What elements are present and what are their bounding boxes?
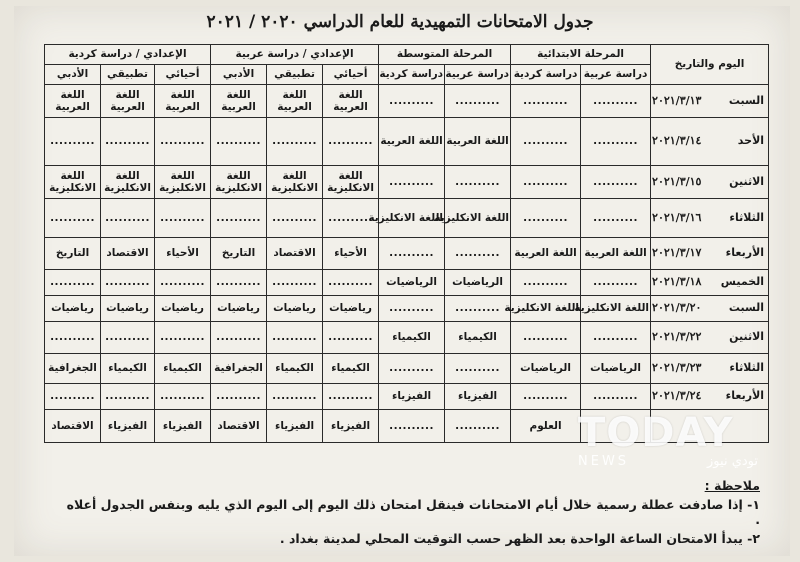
subject-cell: الفيزياء xyxy=(101,410,155,443)
subject-cell: اللغة الانكليزية xyxy=(511,296,581,322)
subject-cell: الجغرافية xyxy=(45,354,101,384)
day-name: الأحد xyxy=(737,134,765,148)
subject-cell: .......... xyxy=(445,354,511,384)
subject-cell: .......... xyxy=(267,118,323,166)
day-name: الاثنين xyxy=(729,330,765,344)
subject-cell: .......... xyxy=(101,384,155,410)
schedule-row xyxy=(45,270,769,296)
subject-cell: رياضيات xyxy=(155,296,211,322)
subheader-arabic-study: دراسة عربية xyxy=(581,65,651,85)
subject-cell: .......... xyxy=(445,410,511,443)
subject-cell: رياضيات xyxy=(101,296,155,322)
day-name: الأربعاء xyxy=(725,246,765,260)
subject-cell: .......... xyxy=(267,384,323,410)
subject-cell: .......... xyxy=(101,118,155,166)
exam-date: ٢٠٢١/٣/١٧ xyxy=(652,246,702,260)
subject-cell: .......... xyxy=(581,199,651,238)
note-item: ١- إذا صادفت عطلة رسمية خلال أيام الامتحانات فينقل امتحان ذلك اليوم إلى اليوم الذي يليه وبنفس الجدول أعلاه . xyxy=(66,497,760,527)
note-item: ٢- يبدأ الامتحان الساعة الواحدة بعد الظهر حسب التوقيت المحلي لمدينة بغداد . xyxy=(279,531,760,546)
subject-cell: الفيزياء xyxy=(155,410,211,443)
subject-cell: الاقتصاد xyxy=(45,410,101,443)
header-prep-kurdish: الإعدادي / دراسة كردية xyxy=(45,45,211,65)
subject-cell: اللغة الانكليزية xyxy=(211,166,267,199)
day-name: الثلاثاء xyxy=(729,361,765,375)
subheader-literary: الأدبي xyxy=(45,65,101,85)
subject-cell: الكيمياء xyxy=(323,354,379,384)
subject-cell: الرياضيات xyxy=(445,270,511,296)
subject-cell: اللغة الانكليزية xyxy=(101,166,155,199)
subject-cell: .......... xyxy=(211,270,267,296)
day-name: الخميس xyxy=(720,275,765,289)
watermark-sub-ar: تودي نيوز xyxy=(707,454,758,469)
subheader-literary: الأدبي xyxy=(211,65,267,85)
subject-cell: رياضيات xyxy=(45,296,101,322)
day-name: السبت xyxy=(728,93,765,107)
subject-cell: .......... xyxy=(445,85,511,118)
subject-cell: .......... xyxy=(445,296,511,322)
subject-cell: اللغة العربية xyxy=(581,238,651,270)
subject-cell: .......... xyxy=(45,118,101,166)
subject-cell: .......... xyxy=(379,296,445,322)
subject-cell: الرياضيات xyxy=(581,354,651,384)
exam-date: ٢٠٢١/٣/١٨ xyxy=(652,275,702,289)
subject-cell: .......... xyxy=(323,118,379,166)
subheader-applied: تطبيقي xyxy=(267,65,323,85)
subject-cell: .......... xyxy=(155,384,211,410)
subject-cell: رياضيات xyxy=(267,296,323,322)
subject-cell: .......... xyxy=(581,270,651,296)
subject-cell: .......... xyxy=(101,322,155,354)
subject-cell: الفيزياء xyxy=(267,410,323,443)
subject-cell: اللغة العربية xyxy=(267,85,323,118)
day-date-cell xyxy=(651,118,769,166)
subject-cell: اللغة الانكليزية xyxy=(267,166,323,199)
day-name: الاثنين xyxy=(729,174,765,188)
exam-date: ٢٠٢١/٣/٢٢ xyxy=(652,330,702,344)
subject-cell: اللغة العربية xyxy=(101,85,155,118)
subject-cell: .......... xyxy=(379,354,445,384)
exam-date: ٢٠٢١/٣/٢٣ xyxy=(652,361,702,375)
schedule-row xyxy=(45,384,769,410)
subject-cell: رياضيات xyxy=(211,296,267,322)
day-date-cell xyxy=(651,85,769,118)
subject-cell: .......... xyxy=(101,270,155,296)
subject-cell: .......... xyxy=(267,270,323,296)
subject-cell: التاريخ xyxy=(45,238,101,270)
subject-cell: الفيزياء xyxy=(379,384,445,410)
schedule-row xyxy=(45,322,769,354)
exam-date: ٢٠٢١/٣/٢٤ xyxy=(652,389,702,403)
subject-cell: .......... xyxy=(581,322,651,354)
subject-cell: اللغة العربية xyxy=(155,85,211,118)
subject-cell: .......... xyxy=(155,270,211,296)
subject-cell: .......... xyxy=(511,322,581,354)
subject-cell: اللغة العربية xyxy=(45,85,101,118)
subject-cell: اللغة العربية xyxy=(211,85,267,118)
day-date-cell xyxy=(651,322,769,354)
header-day-date: اليوم والتاريخ xyxy=(651,45,769,85)
subject-cell: .......... xyxy=(511,384,581,410)
subject-cell: الأحياء xyxy=(323,238,379,270)
subject-cell: .......... xyxy=(267,322,323,354)
subject-cell: الفيزياء xyxy=(323,410,379,443)
subject-cell: .......... xyxy=(445,166,511,199)
subject-cell: .......... xyxy=(323,199,379,238)
subject-cell: .......... xyxy=(581,85,651,118)
subheader-applied: تطبيقي xyxy=(101,65,155,85)
today-news-watermark xyxy=(578,410,758,488)
subject-cell: .......... xyxy=(45,199,101,238)
schedule-row xyxy=(45,166,769,199)
subject-cell: .......... xyxy=(379,238,445,270)
subject-cell: .......... xyxy=(45,384,101,410)
subject-cell: .......... xyxy=(155,322,211,354)
subject-cell: .......... xyxy=(379,410,445,443)
subject-cell: اللغة الانكليزية xyxy=(581,296,651,322)
day-name: السبت xyxy=(728,301,765,315)
subject-cell: .......... xyxy=(211,322,267,354)
day-date-cell xyxy=(651,199,769,238)
subject-cell: اللغة الانكليزية xyxy=(155,166,211,199)
subject-cell: .......... xyxy=(155,199,211,238)
subject-cell: الكيمياء xyxy=(155,354,211,384)
subject-cell: .......... xyxy=(581,384,651,410)
subheader-kurdish-study: دراسة كردية xyxy=(379,65,445,85)
subject-cell: اللغة العربية xyxy=(379,118,445,166)
subject-cell: الفيزياء xyxy=(445,384,511,410)
exam-date: ٢٠٢١/٣/١٣ xyxy=(652,93,702,107)
subject-cell: .......... xyxy=(323,270,379,296)
subject-cell: الكيمياء xyxy=(267,354,323,384)
subject-cell: اللغة العربية xyxy=(445,118,511,166)
subject-cell: .......... xyxy=(445,238,511,270)
subject-cell: .......... xyxy=(45,270,101,296)
exam-date: ٢٠٢١/٣/١٤ xyxy=(652,134,702,148)
subject-cell: الرياضيات xyxy=(379,270,445,296)
day-name: الثلاثاء xyxy=(729,210,765,224)
subheader-bio: أحيائي xyxy=(155,65,211,85)
subject-cell: .......... xyxy=(581,166,651,199)
schedule-row xyxy=(45,85,769,118)
header-prep-arabic: الإعدادي / دراسة عربية xyxy=(211,45,379,65)
exam-schedule-table xyxy=(44,44,769,443)
subject-cell: الكيمياء xyxy=(379,322,445,354)
subject-cell: الكيمياء xyxy=(445,322,511,354)
subheader-arabic-study: دراسة عربية xyxy=(445,65,511,85)
exam-date: ٢٠٢١/٣/١٥ xyxy=(652,174,702,188)
day-date-cell xyxy=(651,384,769,410)
schedule-row xyxy=(45,296,769,322)
day-date-cell xyxy=(651,238,769,270)
subject-cell: .......... xyxy=(323,322,379,354)
schedule-row xyxy=(45,238,769,270)
subject-cell: .......... xyxy=(511,118,581,166)
subject-cell: التاريخ xyxy=(211,238,267,270)
day-date-cell xyxy=(651,296,769,322)
subject-cell: الكيمياء xyxy=(101,354,155,384)
subject-cell: اللغة الانكليزية xyxy=(445,199,511,238)
day-date-cell xyxy=(651,166,769,199)
header-primary: المرحلة الابتدائية xyxy=(511,45,651,65)
day-date-cell xyxy=(651,354,769,384)
day-date-cell xyxy=(651,270,769,296)
subject-cell: الاقتصاد xyxy=(101,238,155,270)
subject-cell: اللغة الانكليزية xyxy=(379,199,445,238)
exam-date: ٢٠٢١/٣/١٦ xyxy=(652,210,702,224)
day-name: الأربعاء xyxy=(725,389,765,403)
subject-cell: اللغة العربية xyxy=(323,85,379,118)
subject-cell: .......... xyxy=(101,199,155,238)
subheader-kurdish-study: دراسة كردية xyxy=(511,65,581,85)
subject-cell: .......... xyxy=(379,166,445,199)
subject-cell: .......... xyxy=(323,384,379,410)
watermark-brand: TODAY xyxy=(578,410,734,456)
notes-section xyxy=(60,478,760,550)
schedule-row xyxy=(45,199,769,238)
page-title: جدول الامتحانات التمهيدية للعام الدراسي ٢٠٢٠ / ٢٠٢١ xyxy=(206,12,594,32)
subject-cell: .......... xyxy=(211,199,267,238)
exam-date: ٢٠٢١/٣/٢٠ xyxy=(652,301,702,315)
subject-cell: .......... xyxy=(511,166,581,199)
subject-cell: الاقتصاد xyxy=(267,238,323,270)
subject-cell: .......... xyxy=(379,85,445,118)
subject-cell: الأحياء xyxy=(155,238,211,270)
subject-cell: الرياضيات xyxy=(511,354,581,384)
subject-cell: .......... xyxy=(511,199,581,238)
subject-cell: .......... xyxy=(511,85,581,118)
subject-cell: اللغة الانكليزية xyxy=(323,166,379,199)
subject-cell: .......... xyxy=(581,118,651,166)
subject-cell: .......... xyxy=(267,199,323,238)
subject-cell: الجغرافية xyxy=(211,354,267,384)
subject-cell: اللغة الانكليزية xyxy=(45,166,101,199)
subject-cell: .......... xyxy=(211,384,267,410)
subject-cell: رياضيات xyxy=(323,296,379,322)
watermark-sub-en: NEWS xyxy=(578,454,630,469)
subheader-bio: أحيائي xyxy=(323,65,379,85)
schedule-row xyxy=(45,354,769,384)
subject-cell: اللغة العربية xyxy=(511,238,581,270)
subject-cell: .......... xyxy=(45,322,101,354)
subject-cell: .......... xyxy=(511,270,581,296)
subject-cell: .......... xyxy=(211,118,267,166)
header-middle: المرحلة المتوسطة xyxy=(379,45,511,65)
subject-cell: العلوم xyxy=(511,410,581,443)
subject-cell: .......... xyxy=(155,118,211,166)
subject-cell: الاقتصاد xyxy=(211,410,267,443)
notes-heading: ملاحظة : xyxy=(704,478,760,493)
schedule-row xyxy=(45,118,769,166)
